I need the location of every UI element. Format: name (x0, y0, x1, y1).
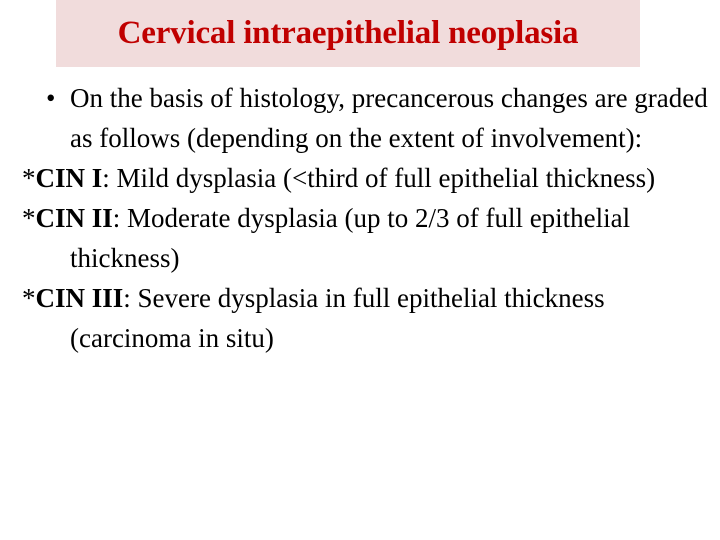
slide-title: Cervical intraepithelial neoplasia (117, 15, 579, 51)
grade-label: CIN I (35, 163, 103, 193)
grade-prefix: * (22, 283, 36, 313)
grade-label: CIN III (35, 283, 124, 313)
bullet-marker: • (46, 83, 56, 113)
grade-cin-1 (0, 158, 720, 198)
grade-label: CIN II (35, 203, 113, 233)
grade-prefix: * (22, 203, 36, 233)
title-banner (56, 0, 640, 67)
intro-text: On the basis of histology, precancerous changes are graded as follows (depending on the extent of involvement): (70, 83, 708, 153)
intro-paragraph (0, 78, 720, 158)
grade-description: : Mild dysplasia (<third of full epithelial thickness) (102, 163, 656, 193)
grade-description: : Severe dysplasia in full epithelial thickness (carcinoma in situ) (70, 283, 605, 353)
slide-body (0, 78, 720, 358)
grade-cin-2 (0, 198, 720, 278)
grade-cin-3 (0, 278, 720, 358)
grade-prefix: * (22, 163, 36, 193)
grade-description: : Moderate dysplasia (up to 2/3 of full epithelial thickness) (70, 203, 631, 273)
